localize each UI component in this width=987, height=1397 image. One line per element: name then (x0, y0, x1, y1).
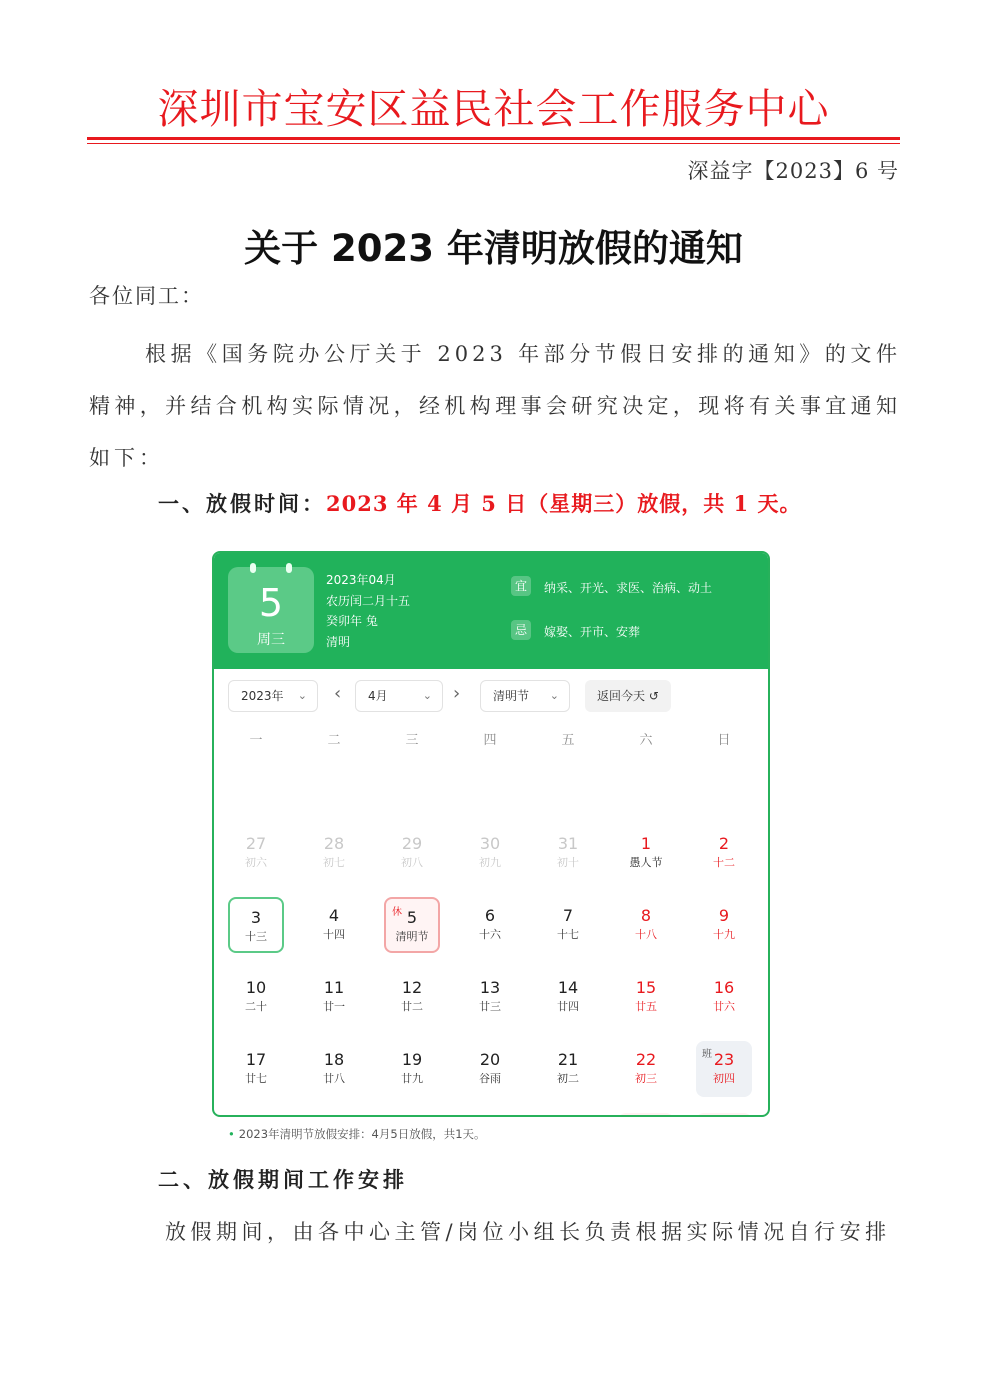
chevron-right-icon[interactable]: › (453, 683, 461, 704)
calendar-day-cell[interactable] (384, 897, 440, 953)
rest-day-badge: 休 (392, 907, 402, 918)
calendar-day-cell[interactable] (618, 1113, 674, 1117)
festival-select[interactable] (480, 680, 570, 712)
day-number: 7 (562, 906, 574, 925)
day-number: 6 (484, 906, 496, 925)
calendar-day-cell[interactable] (618, 897, 674, 953)
org-title: 深圳市宝安区益民社会工作服务中心 (157, 85, 830, 133)
chevron-down-icon: ⌄ (422, 689, 432, 702)
day-number: 12 (401, 978, 423, 997)
lunar-label: 清明节 (395, 930, 429, 943)
calendar-day-cell[interactable] (384, 969, 440, 1025)
lunar-label: 愚人节 (629, 856, 663, 869)
day-number: 17 (245, 1050, 267, 1069)
day-number: 2 (718, 834, 730, 853)
section2-body: 放假期间，由各中心主管/岗位小组长负责根据实际情况自行安排 (165, 1220, 891, 1244)
selected-lunar-line: 农历闰二月十五 (326, 594, 411, 608)
day-number: 16 (713, 978, 735, 997)
calendar-day-cell[interactable] (696, 969, 752, 1025)
year-select-value: 2023年 (241, 689, 284, 703)
selected-term-line: 清明 (326, 635, 351, 649)
lunar-label: 廿七 (245, 1072, 267, 1085)
lunar-label: 十六 (479, 928, 501, 941)
calendar-day-cell[interactable] (306, 825, 362, 881)
day-number: 3 (250, 908, 262, 927)
calendar-header (214, 553, 768, 669)
lunar-label: 廿五 (635, 1000, 657, 1013)
calendar-day-cell[interactable] (696, 825, 752, 881)
lunar-label: 廿六 (713, 1000, 735, 1013)
month-select[interactable] (355, 680, 443, 712)
intro-paragraph: 根据《国务院办公厅关于 2023 年部分节假日安排的通知》的文件精神，并结合机构实际情况，经机构理事会研究决定，现将有关事宜通知如下： (89, 342, 901, 470)
day-number: 30 (479, 834, 501, 853)
workday-badge: 班 (702, 1049, 712, 1060)
day-number: 5 (406, 908, 418, 927)
calendar-day-cell[interactable] (228, 1113, 284, 1117)
selected-ganzhi-line: 癸卯年 兔 (326, 614, 378, 628)
calendar-day-cell[interactable] (462, 1041, 518, 1097)
calendar-day-cell[interactable] (696, 1041, 752, 1097)
lunar-label: 二十 (245, 1000, 267, 1013)
lunar-label: 廿九 (401, 1072, 423, 1085)
lunar-label: 廿三 (479, 1000, 501, 1013)
day-number: 28 (323, 834, 345, 853)
selected-day-number: 5 (258, 581, 284, 625)
section1-heading: 一、放假时间： (158, 491, 326, 516)
calendar-day-cell[interactable] (618, 825, 674, 881)
calendar-day-cell[interactable] (228, 825, 284, 881)
calendar-day-cell[interactable] (540, 1113, 596, 1117)
calendar-day-cell[interactable] (384, 825, 440, 881)
selected-day-card (228, 567, 314, 653)
day-number: 13 (479, 978, 501, 997)
lunar-label: 十二 (713, 856, 735, 869)
calendar-footnote-text: 2023年清明节放假安排：4月5日放假，共1天。 (238, 1127, 486, 1141)
day-number: 20 (479, 1050, 501, 1069)
calendar-day-cell[interactable] (228, 969, 284, 1025)
calendar-day-cell[interactable] (540, 1041, 596, 1097)
calendar-day-cell[interactable] (462, 897, 518, 953)
month-select-value: 4月 (368, 689, 388, 703)
lunar-label: 初九 (479, 856, 501, 869)
lunar-label: 廿四 (557, 1000, 579, 1013)
weekday-label: 五 (561, 733, 575, 748)
day-number: 11 (323, 978, 345, 997)
day-number: 22 (635, 1050, 657, 1069)
day-number: 18 (323, 1050, 345, 1069)
lunar-label: 廿二 (401, 1000, 423, 1013)
header-rule-thick (87, 137, 900, 140)
lunar-label: 谷雨 (479, 1072, 501, 1085)
document-number: 深益字【2023】6 号 (687, 159, 899, 183)
calendar-day-cell[interactable] (696, 1113, 752, 1117)
day-number: 15 (635, 978, 657, 997)
back-to-today-button[interactable]: 返回今天 ↺ (585, 680, 671, 712)
calendar-day-cell[interactable] (306, 897, 362, 953)
lunar-label: 廿八 (323, 1072, 345, 1085)
calendar-ring-icon (250, 563, 256, 573)
ji-text: 嫁娶、开市、安葬 (544, 625, 641, 639)
day-number: 10 (245, 978, 267, 997)
festival-select-value: 清明节 (493, 689, 530, 703)
calendar-widget (212, 551, 770, 1117)
weekday-label: 四 (483, 733, 497, 748)
header-rule-thin (87, 143, 900, 144)
day-number: 1 (640, 834, 652, 853)
lunar-label: 初十 (557, 856, 579, 869)
year-select[interactable] (228, 680, 318, 712)
day-number: 27 (245, 834, 267, 853)
chevron-down-icon: ⌄ (297, 689, 307, 702)
weekday-label: 二 (327, 733, 341, 748)
day-number: 29 (401, 834, 423, 853)
calendar-day-cell[interactable] (228, 1041, 284, 1097)
bullet-dot-icon: • (228, 1127, 235, 1141)
calendar-footnote (228, 1126, 486, 1142)
calendar-day-cell[interactable] (462, 1113, 518, 1117)
selected-weekday: 周三 (257, 632, 285, 648)
lunar-label: 初六 (245, 856, 267, 869)
greeting: 各位同工： (89, 284, 204, 308)
weekday-label: 三 (405, 733, 419, 748)
calendar-day-cell[interactable] (696, 897, 752, 953)
weekday-label: 六 (639, 733, 653, 748)
lunar-label: 十八 (635, 928, 657, 941)
day-number: 31 (557, 834, 579, 853)
section1-line (158, 488, 801, 518)
day-number: 19 (401, 1050, 423, 1069)
calendar-day-cell[interactable] (384, 1041, 440, 1097)
calendar-day-cell[interactable] (540, 825, 596, 881)
lunar-label: 初三 (635, 1072, 657, 1085)
lunar-label: 十九 (713, 928, 735, 941)
day-number: 8 (640, 906, 652, 925)
notice-title: 关于 2023 年清明放假的通知 (244, 227, 743, 270)
chevron-down-icon: ⌄ (549, 689, 559, 702)
day-number: 21 (557, 1050, 579, 1069)
day-number: 14 (557, 978, 579, 997)
lunar-label: 十四 (323, 928, 345, 941)
day-number: 4 (328, 906, 340, 925)
selected-date-line: 2023年04月 (326, 573, 396, 587)
lunar-label: 初七 (323, 856, 345, 869)
section2-heading: 二、放假期间工作安排 (158, 1167, 408, 1192)
chevron-left-icon[interactable]: ‹ (334, 683, 342, 704)
calendar-day-cell[interactable] (228, 897, 284, 953)
yi-badge: 宜 (511, 576, 531, 596)
lunar-label: 十七 (557, 928, 579, 941)
calendar-day-cell[interactable] (540, 897, 596, 953)
yi-text: 纳采、开光、求医、治病、动土 (544, 581, 713, 595)
weekday-label: 日 (717, 733, 731, 748)
calendar-day-cell[interactable] (384, 1113, 440, 1117)
lunar-label: 十三 (245, 930, 267, 943)
calendar-day-cell[interactable] (618, 1041, 674, 1097)
lunar-label: 初四 (713, 1072, 735, 1085)
calendar-day-cell[interactable] (462, 969, 518, 1025)
lunar-label: 廿一 (323, 1000, 345, 1013)
calendar-day-cell[interactable] (306, 1041, 362, 1097)
day-number: 9 (718, 906, 730, 925)
calendar-day-cell[interactable] (306, 969, 362, 1025)
lunar-label: 初二 (557, 1072, 579, 1085)
calendar-day-cell[interactable] (540, 969, 596, 1025)
weekday-label: 一 (249, 733, 263, 748)
calendar-day-cell[interactable] (462, 825, 518, 881)
calendar-day-cell[interactable] (618, 969, 674, 1025)
lunar-label: 初八 (401, 856, 423, 869)
section1-body: 2023 年 4 月 5 日（星期三）放假，共 1 天。 (326, 491, 802, 516)
calendar-ring-icon (286, 563, 292, 573)
calendar-day-cell[interactable] (306, 1113, 362, 1117)
ji-badge: 忌 (511, 620, 531, 640)
day-number: 23 (713, 1050, 735, 1069)
